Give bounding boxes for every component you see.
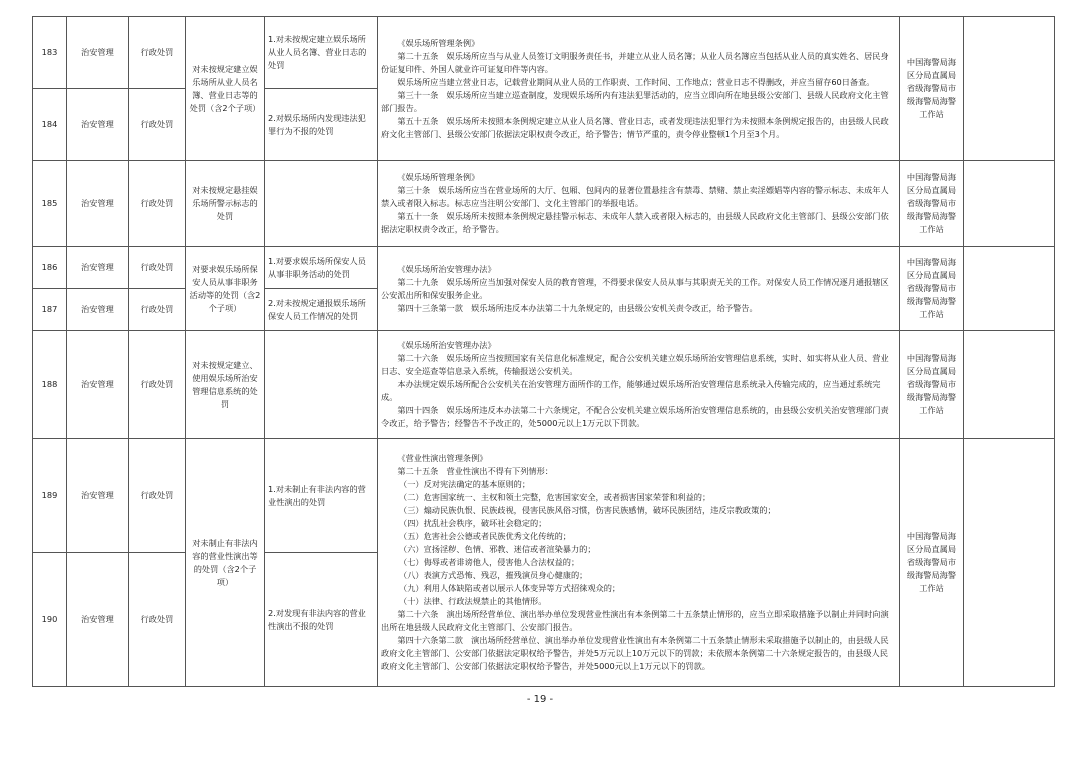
row-number: 190: [33, 553, 67, 687]
item-name-cell: 对未制止有非法内容的营业性演出等的处罚（含2个子项）: [186, 439, 265, 687]
law-paragraph: 第四十四条 娱乐场所违反本办法第二十六条规定，不配合公安机关建立娱乐场所治安管理信息系统的，由县级公安机关治安管理部门责令改正，给予警告；经警告不予改正的，处5000元以上1万元以下罚款。: [381, 405, 889, 428]
law-paragraph: 第五十五条 娱乐场所未按照本条例规定建立从业人员名簿、营业日志，或者发现违法犯罪行为未按照本条例规定报告的，由县级人民政府文化主管部门、县级公安部门依据法定职权责令改正，给予警告；情节严重的，责令停业整顿1个月至3个月。: [381, 115, 889, 139]
table-row: [33, 247, 1055, 289]
remarks-cell: [964, 17, 1055, 161]
item-name-cell: 对未按规定悬挂娱乐场所警示标志的处罚: [186, 161, 265, 247]
law-list-item: （五）危害社会公德或者民族优秀文化传统的；: [399, 531, 571, 541]
sub-item-cell: 1.对未制止有非法内容的营业性演出的处罚: [265, 439, 378, 553]
law-paragraph: 第二十九条 娱乐场所应当加强对保安人员的教育管理，不得要求保安人员从事与其职责无关的工作。对保安人员工作情况逐月通报辖区公安派出所和保安服务企业。: [381, 276, 889, 300]
law-paragraph: 第五十一条 娱乐场所未按照本条例规定悬挂警示标志、未成年人禁入或者限入标志的，由县级人民政府文化主管部门、县级公安部门依据法定职权责令改正，给予警告。: [381, 211, 889, 234]
remarks-cell: [964, 161, 1055, 247]
type-cell: 行政处罚: [129, 17, 186, 89]
law-list-item: （九）利用人体缺陷或者以展示人体变异等方式招徕观众的；: [399, 583, 621, 593]
legal-basis-cell: [378, 439, 900, 687]
law-list-item: （十）法律、行政法规禁止的其他情形。: [399, 596, 547, 606]
type-cell: 行政处罚: [129, 289, 186, 331]
law-paragraph: 娱乐场所应当建立营业日志，记载营业期间从业人员的工作职责、工作时间、工作地点；营业日志不得删改，并应当留存60日备查。: [397, 76, 875, 87]
row-number: 188: [33, 331, 67, 439]
law-list-item: （三）煽动民族仇恨、民族歧视，侵害民族风俗习惯，伤害民族感情，破坏民族团结，违反宗教政策的；: [399, 505, 776, 515]
law-title: 《娱乐场所治安管理办法》: [397, 263, 496, 274]
sub-item-cell: 2.对发现有非法内容的营业性演出不报的处罚: [265, 553, 378, 687]
law-list-item: （四）扰乱社会秩序，破坏社会稳定的；: [399, 518, 547, 528]
sub-item-cell: [265, 161, 378, 247]
item-name-cell: 对要求娱乐场所保安人员从事非职务活动等的处罚（含2个子项）: [186, 247, 265, 331]
law-list-item: （八）表演方式恐怖、残忍，摧残演员身心健康的；: [399, 570, 588, 580]
category-cell: 治安管理: [67, 89, 129, 161]
remarks-cell: [964, 247, 1055, 331]
type-cell: 行政处罚: [129, 247, 186, 289]
legal-basis-cell: [378, 161, 900, 247]
law-paragraph: 第四十三条第一款 娱乐场所违反本办法第二十九条规定的，由县级公安机关责令改正，给予警告。: [397, 302, 758, 313]
sub-item-cell: 2.对未按规定通报娱乐场所保安人员工作情况的处罚: [265, 289, 378, 331]
agency-cell: 中国海警局海区分局直属局省级海警局市级海警局海警工作站: [900, 331, 964, 439]
law-paragraph: 本办法规定娱乐场所配合公安机关在治安管理方面所作的工作，能够通过娱乐场所治安管理信息系统录入传输完成的，应当通过系统完成。: [381, 379, 881, 402]
row-number: 187: [33, 289, 67, 331]
table-row: [33, 17, 1055, 89]
remarks-cell: [964, 331, 1055, 439]
category-cell: 治安管理: [67, 553, 129, 687]
row-number: 183: [33, 17, 67, 89]
law-list-item: （一）反对宪法确定的基本原则的；: [399, 479, 531, 489]
law-title: 《娱乐场所管理条例》: [397, 172, 480, 182]
agency-cell: 中国海警局海区分局直属局省级海警局市级海警局海警工作站: [900, 17, 964, 161]
category-cell: 治安管理: [67, 331, 129, 439]
sub-item-cell: 2.对娱乐场所内发现违法犯罪行为不报的处罚: [265, 89, 378, 161]
law-list-item: （七）侮辱或者诽谤他人，侵害他人合法权益的；: [399, 557, 580, 567]
page-number: - 19 -: [526, 694, 554, 705]
law-paragraph: 第二十五条 娱乐场所应当与从业人员签订文明服务责任书，并建立从业人员名簿；从业人员名簿应当包括从业人员的真实姓名、居民身份证复印件、外国人就业许可证复印件等内容。: [381, 50, 889, 74]
category-cell: 治安管理: [67, 161, 129, 247]
sub-item-cell: 1.对未按规定建立娱乐场所从业人员名簿、营业日志的处罚: [265, 17, 378, 89]
category-cell: 治安管理: [67, 289, 129, 331]
row-number: 185: [33, 161, 67, 247]
law-paragraph: 第三十一条 娱乐场所应当建立巡查制度，发现娱乐场所内有违法犯罪活动的，应当立即向所在地县级公安部门、县级人民政府文化主管部门报告。: [381, 89, 889, 113]
item-name-cell: 对未按规定建立娱乐场所从业人员名簿、营业日志等的处罚（含2个子项）: [186, 17, 265, 161]
agency-cell: 中国海警局海区分局直属局省级海警局市级海警局海警工作站: [900, 161, 964, 247]
type-cell: 行政处罚: [129, 439, 186, 553]
table-row: [33, 331, 1055, 439]
agency-cell: 中国海警局海区分局直属局省级海警局市级海警局海警工作站: [900, 247, 964, 331]
agency-cell: 中国海警局海区分局直属局省级海警局市级海警局海警工作站: [900, 439, 964, 687]
row-number: 184: [33, 89, 67, 161]
law-title: 《娱乐场所治安管理办法》: [397, 340, 496, 350]
law-paragraph: 第三十条 娱乐场所应当在营业场所的大厅、包厢、包间内的显著位置悬挂含有禁毒、禁赌、禁止卖淫嫖娼等内容的警示标志、未成年人禁入或者限入标志。标志应当注明公安部门、文化主管部门的举报电话。: [381, 185, 889, 208]
table-row: [33, 439, 1055, 553]
sub-item-cell: [265, 331, 378, 439]
row-number: 186: [33, 247, 67, 289]
table-row: [33, 161, 1055, 247]
item-name-cell: 对未按规定建立、使用娱乐场所治安管理信息系统的处罚: [186, 331, 265, 439]
legal-basis-cell: [378, 247, 900, 331]
category-cell: 治安管理: [67, 247, 129, 289]
category-cell: 治安管理: [67, 17, 129, 89]
category-cell: 治安管理: [67, 439, 129, 553]
type-cell: 行政处罚: [129, 331, 186, 439]
law-paragraph: 第二十六条 娱乐场所应当按照国家有关信息化标准规定，配合公安机关建立娱乐场所治安管理信息系统，实时、如实将从业人员、营业日志、安全巡查等信息录入系统，传输报送公安机关。: [381, 353, 889, 376]
law-paragraph: 第二十六条 演出场所经营单位、演出举办单位发现营业性演出有本条例第二十五条禁止情形的，应当立即采取措施予以制止并同时向演出所在地县级人民政府文化主管部门、公安部门报告。: [381, 609, 889, 632]
legal-basis-cell: [378, 331, 900, 439]
type-cell: 行政处罚: [129, 161, 186, 247]
type-cell: 行政处罚: [129, 89, 186, 161]
sub-item-cell: 1.对要求娱乐场所保安人员从事非职务活动的处罚: [265, 247, 378, 289]
power-list-table: [32, 16, 1055, 687]
row-number: 189: [33, 439, 67, 553]
law-paragraph: 第二十五条 营业性演出不得有下列情形：: [397, 466, 553, 476]
law-title: 《娱乐场所管理条例》: [397, 37, 480, 48]
type-cell: 行政处罚: [129, 553, 186, 687]
law-list-item: （二）危害国家统一、主权和领土完整，危害国家安全，或者损害国家荣誉和利益的；: [399, 492, 711, 502]
remarks-cell: [964, 439, 1055, 687]
law-title: 《营业性演出管理条例》: [397, 453, 488, 463]
legal-basis-cell: [378, 17, 900, 161]
law-paragraph: 第四十六条第二款 演出场所经营单位、演出举办单位发现营业性演出有本条例第二十五条禁止情形未采取措施予以制止的，由县级人民政府文化主管部门、公安部门依据法定职权给予警告，并处5万元以上10万元以下的罚款；未依照本条例第二十六条规定报告的，由县级人民政府文化主管部门、公安部门依据法定职权给予警告，并处5000元以上1万元以下的罚款。: [381, 635, 889, 671]
law-list-item: （六）宣扬淫秽、色情、邪教、迷信或者渲染暴力的；: [399, 544, 596, 554]
